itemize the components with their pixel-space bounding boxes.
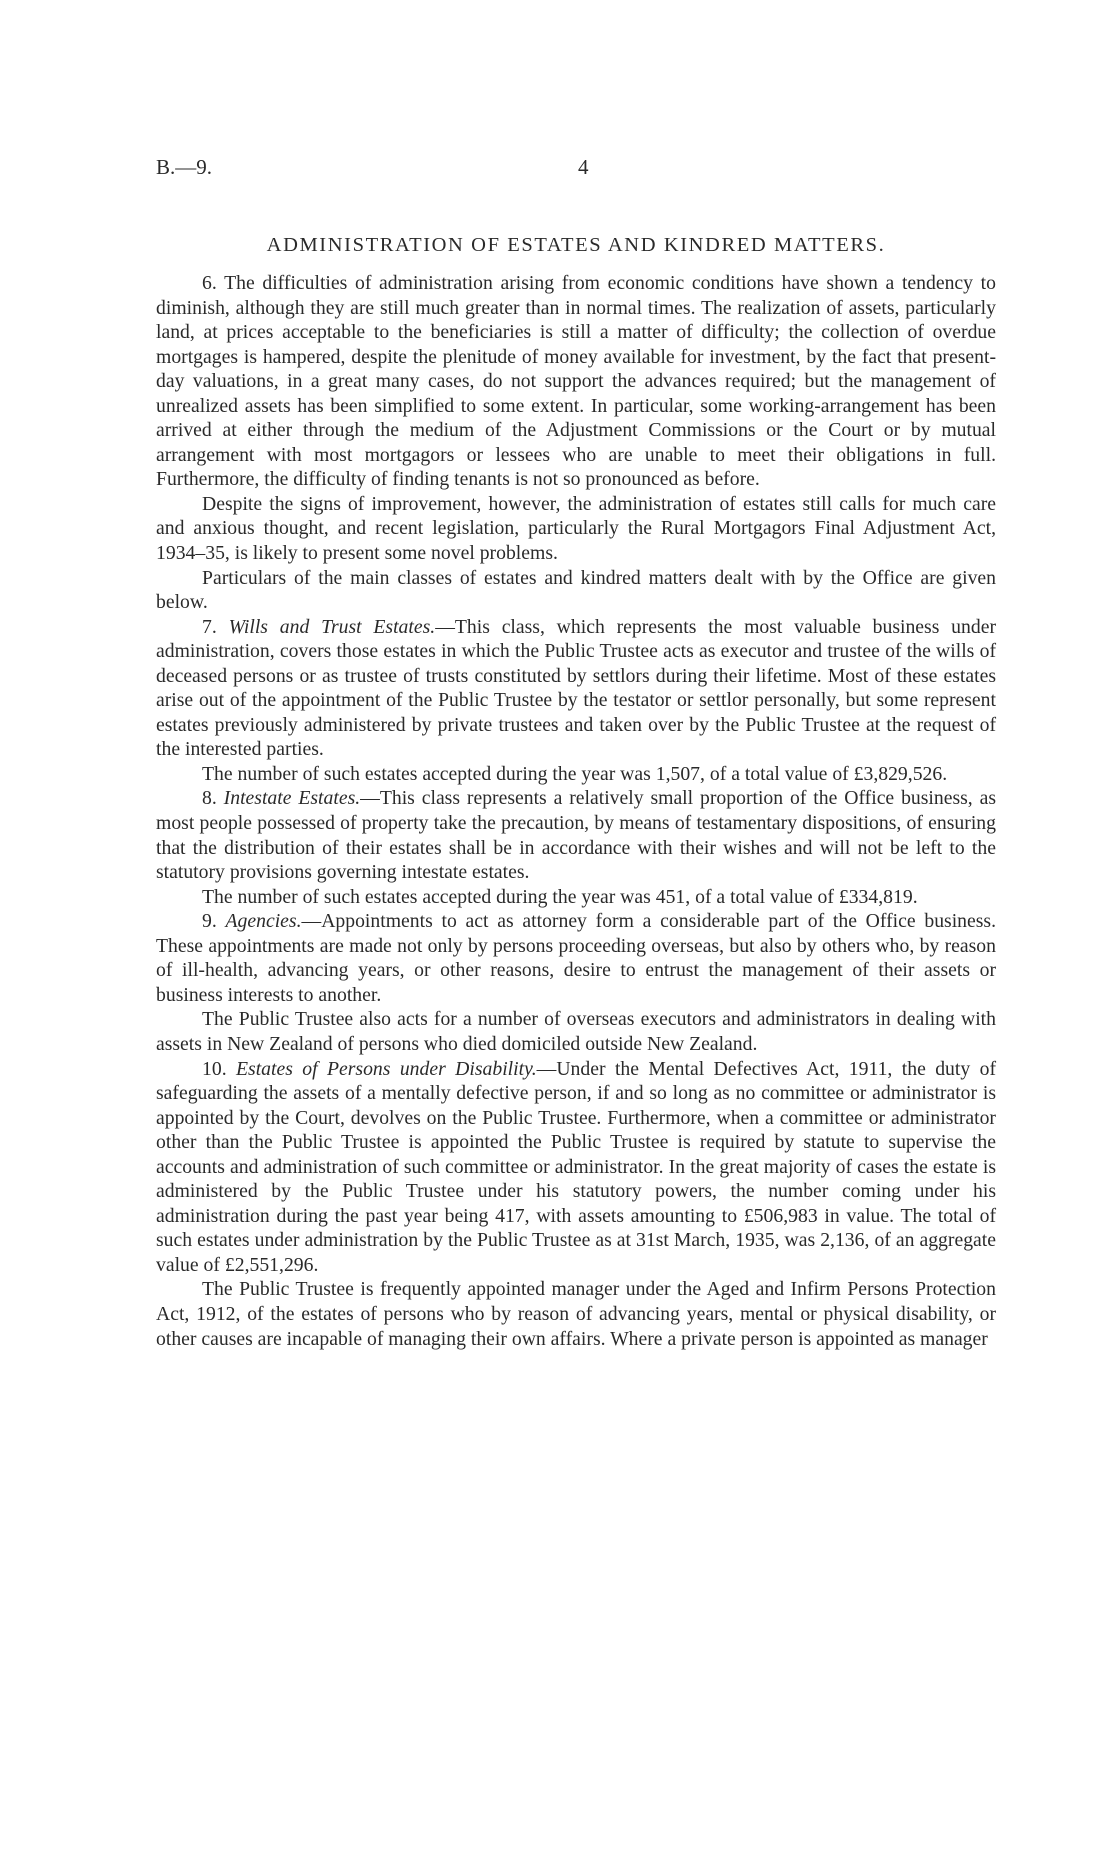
paragraph-7-wills-and-trust-estates: 7. Wills and Trust Estates.—This class, which represents the most valuable business under administration, covers those estates in which the Public Trustee acts as executor and trustee of the wills of deceased persons or as trustee of trusts constituted by settlors during their lifetime. Most of these estates arise out of the appointment of the Public Trustee by the testator or settlor personally, but some represent estates previously administered by private trustees and taken over by the Public Trustee at the request of the interested parties. — [156, 615, 996, 761]
paragraph-9-agencies: 9. Agencies.—Appointments to act as attorney form a considerable part of the Office business. These appointments are made not only by persons proceeding overseas, but also by others who, by reason of ill-health, advancing years, or other reasons, desire to entrust the management of their assets or business interests to another. — [156, 910, 997, 1006]
section-heading: ADMINISTRATION OF ESTATES AND KINDRED MATTERS. — [266, 234, 886, 256]
paragraph-8-intestate-estates: 8. Intestate Estates.—This class represents a relatively small proportion of the Office business, as most people possessed of property take the precaution, by means of testamentary dispositions, of ensuring that the distribution of their estates shall be in accordance with their wishes and will not be left to the statutory provisions governing intestate estates. — [156, 787, 997, 884]
document-reference: B.—9. — [156, 155, 213, 179]
subsection-caption: Wills and Trust Estates. — [228, 615, 436, 638]
body-text — [156, 271, 996, 1351]
subsection-caption: Intestate Estates. — [223, 787, 361, 810]
paragraph-intestate-count: The number of such estates accepted during the year was 451, of a total value of £334,819. — [202, 885, 918, 908]
paragraph-aged-and-infirm: The Public Trustee is frequently appointed manager under the Aged and Infirm Persons Protection Act, 1912, of the estates of persons who by reason of advancing years, mental or physical disability, or other causes are incapable of managing their own affairs. Where a private person is appointed as manager — [156, 1278, 996, 1350]
paragraph-overseas-executors: The Public Trustee also acts for a number of overseas executors and administrators in dealing with assets in New Zealand of persons who died domiciled outside New Zealand. — [156, 1008, 996, 1055]
paragraph-particulars: Particulars of the main classes of estates and kindred matters dealt with by the Office are given below. — [156, 566, 996, 614]
paragraph-improvement: Despite the signs of improvement, however, the administration of estates still calls for much care and anxious thought, and recent legislation, particularly the Rural Mortgagors Final Adjustment Act, 1934–35, is likely to present some novel problems. — [156, 492, 996, 565]
subsection-caption: Estates of Persons under Disability. — [236, 1057, 537, 1080]
paragraph-wills-count: The number of such estates accepted during the year was 1,507, of a total value of £3,829,526. — [202, 762, 948, 785]
paragraph-10-persons-under-disability: 10. Estates of Persons under Disability.—Under the Mental Defectives Act, 1911, the duty of safeguarding the assets of a mentally defective person, if and so long as no committee or administrator is appointed by the Court, devolves on the Public Trustee. Furthermore, when a committee or administrator other than the Public Trustee is appointed the Public Trustee is required by statute to supervise the accounts and administration of such committee or administrator. In the great majority of cases the estate is administered by the Public Trustee under his statutory powers, the number coming under his administration during the past year being 417, with assets amounting to £506,983 in value. The total of such estates under administration by the Public Trustee as at 31st March, 1935, was 2,136, of an aggregate value of £2,551,296. — [156, 1057, 997, 1276]
paragraph-6: 6. The difficulties of administration arising from economic conditions have shown a tendency to diminish, although they are still much greater than in normal times. The realization of assets, particularly land, at prices acceptable to the beneficiaries is still a matter of difficulty; the collection of overdue mortgages is hampered, despite the plenitude of money available for investment, by the fact that present-day valuations, in a great many cases, do not support the advances required; but the management of unrealized assets has been simplified to some extent. In particular, some working-arrangement has been arrived at either through the medium of the Adjustment Commissions or the Court or by mutual arrangement with most mortgagors or lessees who are unable to meet their obligations in full. Furthermore, the difficulty of finding tenants is not so pronounced as before. — [156, 272, 996, 491]
subsection-caption: Agencies. — [225, 910, 302, 933]
page-number: 4 — [578, 155, 589, 179]
page-header — [156, 155, 996, 185]
